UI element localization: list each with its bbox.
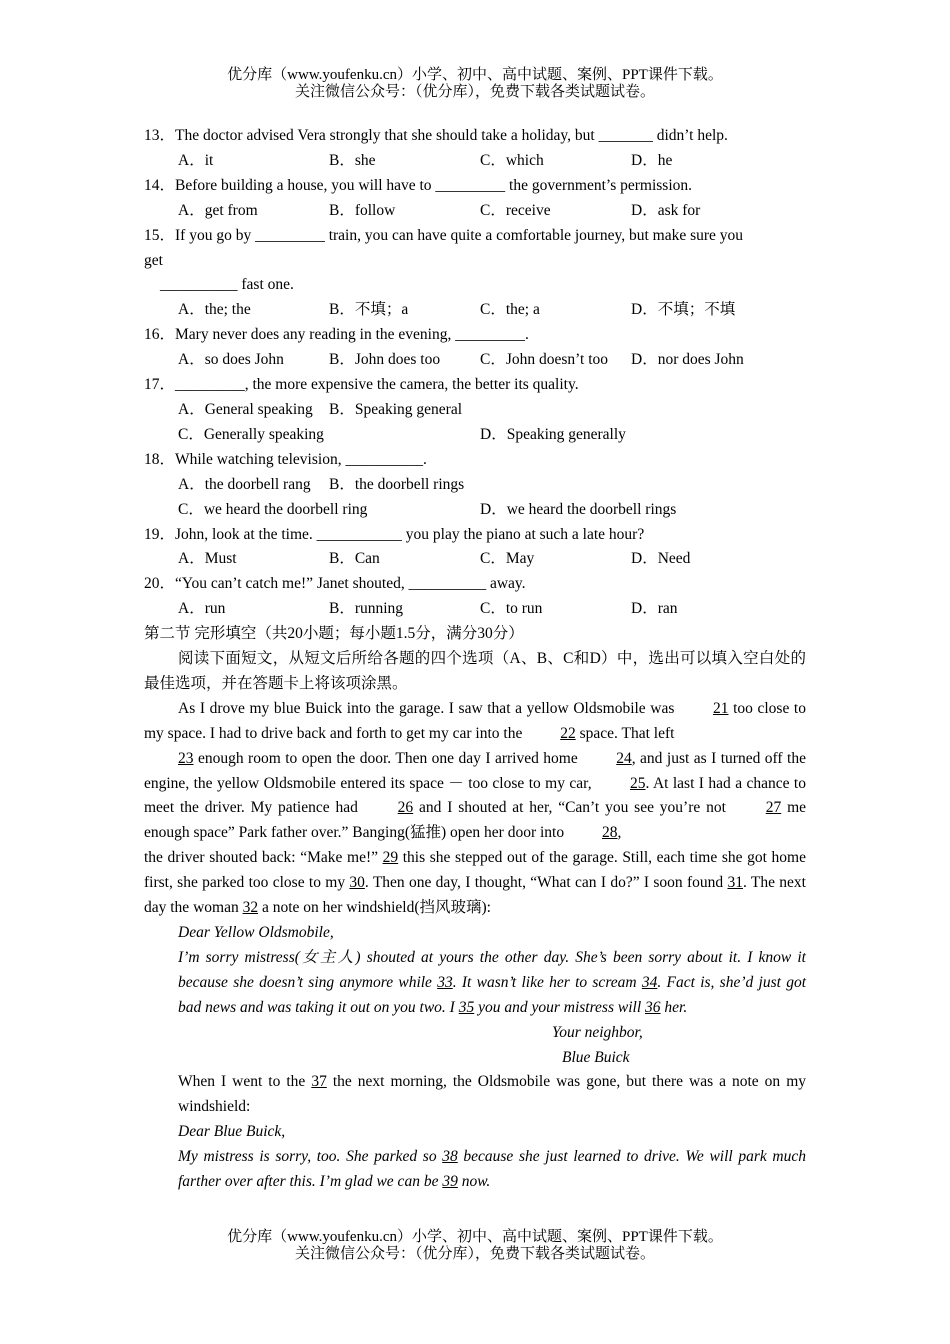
blank-26: 26 <box>397 799 414 817</box>
passage-text: and I shouted at her, “Can’t you see you’re not <box>413 799 732 817</box>
section-2-instructions: 阅读下面短文，从短文后所给各题的四个选项（A、B、C和D）中，选出可以填入空白处的最佳选项，并在答题卡上将该项涂黑。 <box>144 650 806 692</box>
option-b: B．Can <box>329 550 380 568</box>
letter-text: her. <box>660 998 688 1016</box>
passage-text: the driver shouted back: “Make me!” <box>144 849 383 867</box>
option-b: B．不填；a <box>329 301 409 319</box>
blank-33: 33 <box>437 973 453 991</box>
question-15-stem-line-2: get <box>144 251 163 269</box>
question-16-options <box>144 348 806 373</box>
passage-text: space. That left <box>575 724 675 742</box>
question-13-stem: 13．The doctor advised Vera strongly that she should take a holiday, but _______ didn’t help. <box>144 127 728 144</box>
letter-text: because she just learned to drive. We will park much farther over after this. I’m glad we can be <box>178 1148 806 1191</box>
question-19-stem: 19．John, look at the time. ___________ you play the piano at such a late hour? <box>144 525 645 543</box>
option-b: B．Speaking general <box>329 400 463 418</box>
page-footer <box>0 1229 950 1263</box>
option-a: A．run <box>178 600 226 618</box>
letter-1-signature-line-2: Blue Buick <box>562 1048 630 1066</box>
question-19-options <box>144 547 806 572</box>
question-15-stem-line-1: 15．If you go by _________ train, you can have quite a comfortable journey, but make sure you <box>144 226 744 244</box>
blank-32: 32 <box>242 899 259 917</box>
option-c: C．May <box>480 550 535 568</box>
blank-37: 37 <box>311 1073 327 1091</box>
option-a: A．get from <box>178 201 258 219</box>
footer-line-2: 关注微信公众号：（优分库），免费下载各类试题试卷。 <box>294 1246 655 1262</box>
question-17-options-row-2 <box>144 423 806 448</box>
blank-38: 38 <box>442 1148 458 1166</box>
passage-text: the next morning, the Oldsmobile was gone, but there was a note on my windshield: <box>178 1073 806 1116</box>
footer-line-1: 优分库（www.youfenku.cn）小学、初中、高中试题、案例、PPT课件下载。 <box>227 1229 723 1245</box>
passage-text: this she stepped out of the garage. Still, each time she got home first, she parked too close to my <box>144 849 806 892</box>
question-17-stem: 17．_________, the more expensive the camera, the better its quality. <box>144 376 579 394</box>
letter-text: . Fact is, she’d just got bad news and was taking it out on you two. I <box>178 973 807 1016</box>
passage-text: When I went to the <box>178 1073 312 1091</box>
letter-1-signature-line-1: Your neighbor, <box>552 1023 643 1041</box>
letter-text: I’m sorry mistress(女主人) shouted at yours the other day. She’s been sorry about it. I know it because she doesn’t sing anymore while <box>178 948 806 991</box>
passage-text: me enough space” Park father over.” Banging(猛推) open her door into <box>144 799 807 842</box>
letter-2-body <box>144 1145 806 1195</box>
blank-24: 24 <box>616 749 632 767</box>
header-line-1: 优分库（www.youfenku.cn）小学、初中、高中试题、案例、PPT课件下载。 <box>227 67 723 83</box>
option-b: B．the doorbell rings <box>329 475 465 493</box>
blank-34: 34 <box>641 973 658 991</box>
letter-1-body <box>144 946 806 1021</box>
option-c: C．receive <box>480 201 551 219</box>
passage-text: a note on her windshield(挡风玻璃): <box>258 899 491 917</box>
blank-31: 31 <box>727 874 743 892</box>
option-a: A．the; the <box>178 301 251 319</box>
question-18-options-row-2 <box>144 498 806 523</box>
option-c: C．we heard the doorbell ring <box>178 500 368 518</box>
option-b: B．she <box>329 151 376 169</box>
question-14-options <box>144 199 806 224</box>
passage-text: As I drove my blue Buick into the garage. I saw that a yellow Oldsmobile was <box>178 699 679 717</box>
letter-text: now. <box>457 1173 491 1191</box>
question-18-options-row-1 <box>144 473 806 498</box>
blank-30: 30 <box>349 874 365 892</box>
passage-paragraph-2 <box>144 846 806 921</box>
option-d: D．Speaking generally <box>480 425 626 443</box>
option-a: A．General speaking <box>178 400 313 418</box>
option-c: C．the; a <box>480 301 540 319</box>
passage-text: , <box>617 824 622 842</box>
passage-text: too close to my space. I had to drive back and forth to get my car into the <box>144 699 806 742</box>
option-d: D．we heard the doorbell rings <box>480 500 677 518</box>
letter-2-greeting: Dear Blue Buick, <box>178 1123 286 1141</box>
question-17-options-row-1 <box>144 398 806 423</box>
letter-text: . It wasn’t like her to scream <box>452 973 642 991</box>
exam-content <box>144 124 806 1195</box>
blank-39: 39 <box>442 1173 458 1191</box>
blank-23: 23 <box>178 749 194 767</box>
question-16-stem: 16．Mary never does any reading in the evening, _________. <box>144 326 529 344</box>
option-d: D．nor does John <box>631 351 744 369</box>
option-c: C．Generally speaking <box>178 425 324 443</box>
blank-27: 27 <box>765 799 782 817</box>
page-header <box>0 67 950 101</box>
question-20-stem: 20．“You can’t catch me!” Janet shouted, __________ away. <box>144 575 526 593</box>
option-c: C．John doesn’t too <box>480 351 609 369</box>
option-c: C．which <box>480 151 544 169</box>
option-c: C．to run <box>480 600 543 618</box>
header-line-2: 关注微信公众号：（优分库），免费下载各类试题试卷。 <box>294 84 655 100</box>
option-d: D．不填；不填 <box>631 301 736 319</box>
option-d: D．he <box>631 151 673 169</box>
option-a: A．it <box>178 151 214 169</box>
section-2-title: 第二节 完形填空（共20小题；每小题1.5分，满分30分） <box>144 625 524 643</box>
blank-36: 36 <box>645 998 661 1016</box>
blank-25: 25 <box>630 774 646 792</box>
blank-21: 21 <box>712 699 729 717</box>
option-b: B．running <box>329 600 404 618</box>
question-15-options <box>144 298 806 323</box>
option-d: D．ran <box>631 600 678 618</box>
letter-text: My mistress is sorry, too. She parked so <box>178 1148 443 1166</box>
passage-text: enough room to open the door. Then one day I arrived home <box>193 749 583 767</box>
option-b: B．follow <box>329 201 396 219</box>
passage-text: . The next day the woman <box>144 874 806 917</box>
blank-28: 28 <box>601 824 618 842</box>
passage-text: . Then one day, I thought, “What can I do?” I soon found <box>364 874 728 892</box>
letter-text: you and your mistress will <box>474 998 646 1016</box>
passage-paragraph-1 <box>144 697 806 846</box>
question-13-options <box>144 149 806 174</box>
question-15-stem-line-3: __________ fast one. <box>160 276 294 294</box>
passage-text: , and just as I turned off the engine, the yellow Oldsmobile entered its space － too close to my car, <box>144 749 806 792</box>
question-18-stem: 18．While watching television, __________. <box>144 450 427 468</box>
letter-1-greeting: Dear Yellow Oldsmobile, <box>178 924 334 941</box>
option-b: B．John does too <box>329 351 441 369</box>
passage-paragraph-3 <box>144 1070 806 1120</box>
question-14-stem: 14．Before building a house, you will have to _________ the government’s permission. <box>144 176 693 194</box>
blank-22: 22 <box>560 724 576 742</box>
question-20-options <box>144 597 806 622</box>
blank-29: 29 <box>382 849 399 867</box>
option-a: A．so does John <box>178 351 284 369</box>
passage-text: . At last I had a chance to meet the driver. My patience had <box>144 774 806 817</box>
blank-35: 35 <box>458 998 475 1016</box>
option-a: A．the doorbell rang <box>178 475 311 493</box>
option-d: D．ask for <box>631 201 701 219</box>
option-a: A．Must <box>178 550 237 568</box>
option-d: D．Need <box>631 550 691 568</box>
